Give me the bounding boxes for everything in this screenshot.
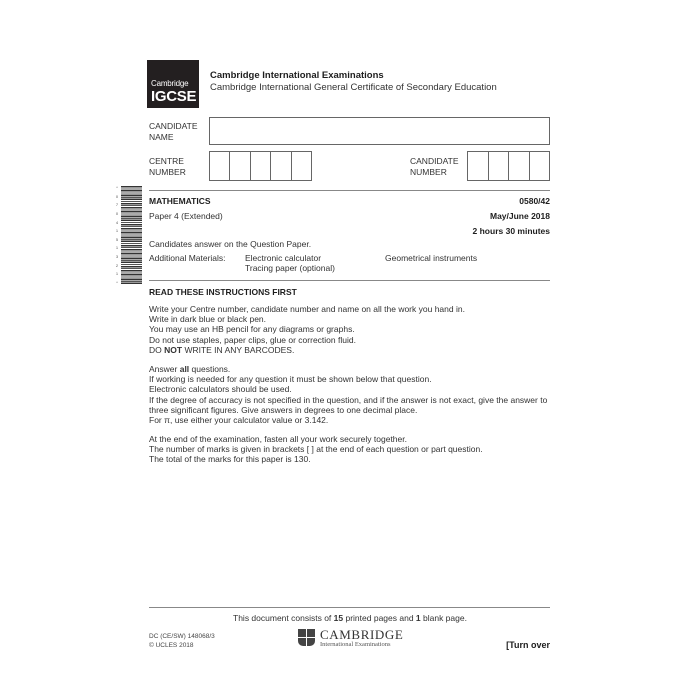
logo-big-text: IGCSE — [151, 88, 197, 105]
org-subtitle: Cambridge International General Certificate of Secondary Education — [210, 82, 497, 93]
text: This document consists of — [233, 613, 334, 623]
text: printed pages and — [343, 613, 416, 623]
exam-duration: 2 hours 30 minutes — [472, 226, 550, 236]
instruction-line: At the end of the examination, fasten all your work securely together. — [149, 434, 407, 444]
label-line: NUMBER — [410, 166, 447, 177]
centre-number-cell[interactable] — [250, 152, 270, 180]
candidate-number-cell[interactable] — [468, 152, 488, 180]
emphasis: NOT — [164, 344, 183, 355]
barcode-char: 0 — [115, 210, 119, 216]
barcode-char: 2 — [115, 262, 119, 268]
centre-number-cell[interactable] — [270, 152, 290, 180]
barcode-char: 1 — [115, 271, 119, 277]
paper-code: 0580/42 — [519, 196, 550, 206]
materials-label: Additional Materials: — [149, 253, 226, 263]
candidate-number-cell[interactable] — [529, 152, 550, 180]
printed-pages-count: 15 — [333, 613, 344, 623]
barcode-char: 0 — [115, 193, 119, 199]
barcode — [121, 186, 142, 285]
instruction-line: If working is needed for any question it must be shown below that question. — [149, 374, 432, 385]
document-code — [149, 633, 215, 650]
candidate-name-field[interactable] — [209, 117, 550, 145]
material-tracing-paper: Tracing paper (optional) — [245, 263, 335, 273]
candidate-name-label — [149, 121, 198, 142]
blank-pages-count: 1 — [415, 613, 421, 623]
instruction-line: Write your Centre number, candidate number and name on all the work you hand in. — [149, 304, 465, 314]
cambridge-logo — [298, 628, 403, 649]
instruction-line: Do not use staples, paper clips, glue or correction fluid. — [149, 334, 356, 345]
paper-name: Paper 4 (Extended) — [149, 211, 223, 221]
label-line: NUMBER — [149, 166, 186, 177]
text: blank page. — [420, 613, 467, 623]
instructions-block-3 — [149, 434, 483, 465]
brand-name: CAMBRIDGE — [320, 627, 404, 642]
candidate-number-cell[interactable] — [508, 152, 529, 180]
text: DO — [149, 344, 165, 355]
instructions-block-1 — [149, 304, 465, 355]
instructions-block-2 — [149, 364, 547, 425]
label-line: CENTRE — [149, 156, 184, 166]
material-geometrical-instruments: Geometrical instruments — [385, 253, 478, 263]
centre-number-label — [149, 156, 186, 177]
instructions-heading: READ THESE INSTRUCTIONS FIRST — [149, 287, 297, 297]
logo-small-text: Cambridge — [151, 79, 189, 88]
doc-code: DC (CE/SW) 148068/3 — [149, 633, 215, 640]
divider — [149, 280, 550, 281]
instruction-line-barcodes — [149, 345, 465, 355]
copyright: © UCLES 2018 — [149, 641, 194, 649]
label-line: CANDIDATE — [149, 121, 198, 131]
page-count-note — [0, 613, 700, 623]
barcode-char: * — [116, 185, 118, 190]
brand-subtitle: International Examinations — [320, 641, 391, 648]
instruction-line-answer-all — [149, 364, 547, 374]
subject-title: MATHEMATICS — [149, 196, 211, 206]
centre-number-field[interactable] — [209, 151, 312, 181]
barcode-char: 3 — [115, 254, 119, 259]
answer-note: Candidates answer on the Question Paper. — [149, 239, 312, 249]
instruction-line: You may use an HB pencil for any diagrams or graphs. — [149, 324, 355, 335]
barcode-char: 5 — [115, 236, 119, 242]
text: WRITE IN ANY BARCODES. — [182, 344, 295, 355]
divider — [149, 607, 550, 608]
instruction-line: Electronic calculators should be used. — [149, 384, 292, 395]
candidate-number-cell[interactable] — [488, 152, 509, 180]
label-line: CANDIDATE — [410, 156, 459, 166]
barcode-text — [114, 186, 120, 285]
turn-over-note: [Turn over — [506, 640, 550, 650]
centre-number-cell[interactable] — [210, 152, 229, 180]
igcse-logo — [147, 60, 199, 108]
candidate-number-field[interactable] — [467, 151, 550, 181]
org-title: Cambridge International Examinations — [210, 70, 384, 81]
centre-number-cell[interactable] — [291, 152, 311, 180]
instruction-line: The number of marks is given in brackets [ ] at the end of each question or part question. — [149, 444, 483, 455]
barcode-char: 4 — [115, 219, 119, 225]
barcode-char: 7 — [115, 202, 119, 208]
instruction-line: The total of the marks for this paper is 130. — [149, 454, 311, 465]
divider — [149, 190, 550, 191]
label-line: NAME — [149, 131, 174, 142]
instruction-line: Write in dark blue or black pen. — [149, 314, 267, 325]
instruction-line: If the degree of accuracy is not specified in the question, and if the answer is not exact, give the answer to — [149, 394, 548, 405]
barcode-char: * — [116, 279, 118, 285]
instruction-line: For π, use either your calculator value or 3.142. — [149, 415, 329, 426]
material-calculator: Electronic calculator — [245, 253, 322, 263]
cambridge-shield-icon — [298, 629, 316, 648]
barcode-char: 1 — [115, 228, 119, 234]
exam-session: May/June 2018 — [489, 211, 550, 221]
centre-number-cell[interactable] — [229, 152, 249, 180]
candidate-number-label — [410, 156, 459, 177]
text: Answer — [149, 364, 180, 374]
emphasis: all — [179, 364, 190, 374]
text: questions. — [189, 364, 231, 374]
instruction-line: three significant figures. Give answers in degrees to one decimal place. — [149, 404, 418, 415]
barcode-char: 1 — [115, 245, 119, 251]
